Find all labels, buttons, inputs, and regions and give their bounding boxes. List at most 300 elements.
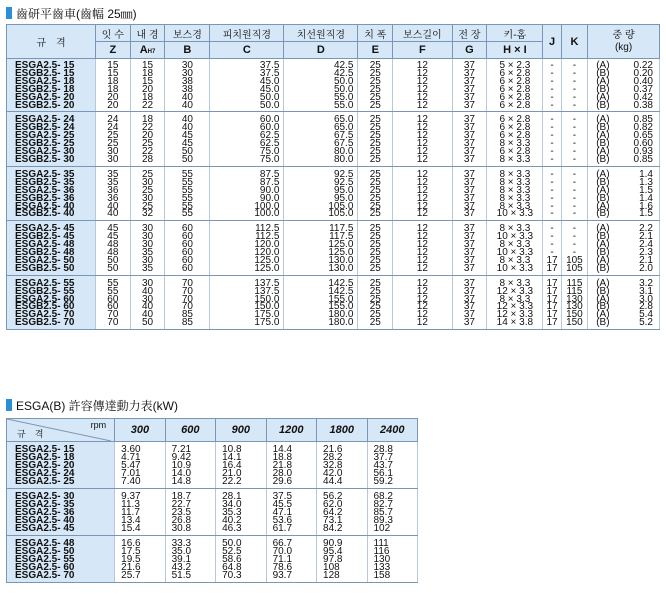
weight-value: 1.6	[639, 200, 653, 212]
teeth-col-value: 35	[107, 176, 119, 188]
boss-length-col-value: 12	[416, 122, 428, 134]
boss-length-col-value: 12	[416, 168, 428, 180]
boss-length-col-value: 12	[416, 138, 428, 150]
tip-dia-col-value: 142.5	[328, 285, 354, 297]
pitch-dia-col-value: 120.0	[254, 247, 280, 259]
keyway-col	[487, 59, 543, 112]
pitch-dia-col	[210, 59, 284, 112]
model-name-cell	[7, 442, 115, 489]
boss-length-col	[393, 112, 453, 166]
model-name-cell-value: ESGB2.5- 15	[15, 67, 75, 79]
weight-value: 0.60	[633, 138, 653, 150]
power-col-value: 28.2	[323, 452, 343, 463]
pitch-dia-col	[210, 112, 284, 166]
boss-dia-col-value: 30	[181, 67, 193, 79]
power-col-value: 58.6	[222, 554, 242, 565]
total-length-col-value: 37	[463, 285, 475, 297]
keyway-col-value: 8 × 3.3	[499, 168, 531, 180]
type-tag: (B)	[596, 247, 610, 259]
power-col-value: 64.8	[222, 562, 242, 573]
weight-value: 0.85	[633, 114, 653, 126]
header-j: J	[543, 25, 561, 59]
face-width-col-value: 25	[369, 309, 381, 321]
boss-length-col-value: 12	[416, 192, 428, 204]
power-col-value: 28.8	[373, 444, 393, 455]
header-pitch-dia: 피치원직경	[210, 25, 284, 42]
tip-dia-col-value: 142.5	[328, 277, 354, 289]
header-boss-length: 보스길이	[393, 25, 453, 42]
teeth-col	[96, 221, 131, 275]
teeth-col-value: 70	[107, 309, 119, 321]
total-length-col-value: 37	[463, 114, 475, 126]
model-name-cell-value: ESGA2.5- 50	[15, 254, 75, 266]
k-col-value: -	[572, 122, 577, 134]
j-col	[543, 221, 561, 275]
header-boss-dia: 보스경	[165, 25, 210, 42]
rpm-label: rpm	[90, 420, 107, 430]
power-col-value: 7.40	[121, 476, 141, 487]
keyway-col-value: 12 × 3.3	[496, 285, 534, 297]
model-name-cell-value: ESGA2.5- 45	[15, 223, 75, 235]
teeth-col	[96, 112, 131, 166]
power-col-value: 21.8	[272, 460, 293, 471]
bore-col-value: 35	[141, 247, 154, 259]
face-width-col-value: 25	[369, 200, 381, 212]
bore-col-value: 18	[141, 67, 154, 79]
weight-value: 2.0	[639, 262, 653, 274]
total-length-col-value: 37	[463, 99, 475, 111]
power-header-row	[7, 419, 418, 442]
tip-dia-col-value: 95.0	[333, 192, 354, 204]
tip-dia-col	[284, 59, 358, 112]
power-col-value: 22.7	[171, 499, 192, 510]
power-col	[367, 536, 418, 583]
power-col-value: 37.7	[373, 452, 393, 463]
model-name-cell-value: ESGB2.5- 70	[15, 317, 75, 329]
boss-dia-col-value: 85	[181, 309, 193, 321]
type-tag: (A)	[596, 277, 610, 289]
pitch-dia-col-value: 75.0	[259, 153, 280, 165]
power-col-value: 59.2	[373, 476, 393, 487]
bore-col-value: 25	[141, 138, 154, 150]
k-col-value: -	[572, 114, 577, 126]
model-name-cell-value: ESGA2.5- 18	[15, 75, 75, 87]
total-length-col-value: 37	[463, 301, 475, 313]
power-col-value: 35.3	[222, 507, 242, 518]
total-length-col-value: 37	[463, 138, 475, 150]
power-col-value: 9.42	[171, 452, 192, 463]
type-tag: (A)	[596, 146, 610, 158]
power-col	[266, 489, 316, 536]
power-col-value: 25.7	[121, 570, 141, 581]
k-col-value: -	[572, 67, 577, 79]
bore-col-value: 30	[141, 176, 154, 188]
pitch-dia-col-value: 50.0	[259, 99, 280, 111]
weight-value: 2.1	[639, 254, 653, 266]
power-col-value: 102	[373, 523, 391, 534]
teeth-col-value: 36	[107, 184, 119, 196]
model-name-cell-value: ESGA2.5- 36	[15, 184, 75, 196]
power-group-row	[7, 442, 418, 489]
weight-value: 5.4	[639, 309, 653, 321]
power-col-value: 28.0	[272, 468, 293, 479]
total-length-col	[452, 221, 487, 275]
pitch-dia-col-value: 90.0	[259, 184, 280, 196]
teeth-col-value: 60	[107, 301, 119, 313]
power-col-value: 108	[323, 562, 340, 573]
power-col	[216, 536, 266, 583]
face-width-col-value: 25	[369, 122, 381, 134]
j-col-value: 17	[546, 301, 558, 313]
boss-dia-col-value: 60	[181, 254, 193, 266]
tip-dia-col-value: 180.0	[328, 317, 354, 329]
pitch-dia-col-value: 45.0	[259, 83, 280, 95]
k-col-value: 105	[566, 254, 583, 266]
boss-length-col-value: 12	[416, 309, 428, 321]
boss-length-col-value: 12	[416, 153, 428, 165]
power-col-value: 14.8	[171, 476, 192, 487]
weight-value: 5.2	[639, 317, 653, 329]
power-col-value: 116	[373, 546, 390, 557]
power-col-value: 32.8	[323, 460, 343, 471]
weight-col	[588, 166, 660, 220]
k-col-value: -	[572, 60, 577, 71]
boss-dia-col-value: 55	[181, 208, 193, 220]
model-name-cell-value: ESGB2.5- 45	[15, 231, 75, 243]
teeth-col-value: 18	[107, 75, 119, 87]
total-length-col-value: 37	[463, 83, 475, 95]
pitch-dia-col-value: 100.0	[254, 208, 280, 220]
section2-title	[6, 398, 178, 412]
type-tag: (B)	[596, 153, 610, 165]
total-length-col-value: 37	[463, 176, 475, 188]
j-col-value: 17	[546, 254, 558, 266]
face-width-col	[358, 166, 393, 220]
face-width-col-value: 25	[369, 254, 381, 266]
power-col-value: 26.8	[171, 515, 192, 526]
teeth-col-value: 35	[107, 168, 119, 180]
letter-b: B	[165, 42, 210, 59]
power-col-value: 45.5	[272, 499, 293, 510]
section2-title-text: ESGA(B) 許容傳達動力表(kW)	[16, 398, 178, 413]
model-name-cell-value: ESGA2.5- 25	[15, 476, 75, 487]
pitch-dia-col-value: 87.5	[259, 176, 280, 188]
pitch-dia-col-value: 45.0	[259, 75, 280, 87]
letter-hi: H × I	[487, 42, 543, 59]
model-name-cell-value: ESGA2.5- 70	[15, 570, 75, 581]
model-name-cell-value: ESGB2.5- 48	[15, 247, 75, 259]
teeth-col-value: 48	[107, 239, 119, 251]
boss-dia-col	[165, 59, 210, 112]
letter-c: C	[210, 42, 284, 59]
pitch-dia-col-value: 125.0	[254, 262, 280, 274]
pitch-dia-col-value: 87.5	[259, 168, 280, 180]
teeth-col	[96, 275, 131, 329]
power-col-value: 66.7	[272, 538, 293, 549]
face-width-col-value: 25	[369, 99, 381, 111]
total-length-col	[452, 166, 487, 220]
pitch-dia-col-value: 37.5	[259, 60, 280, 71]
power-col-value: 28.1	[222, 491, 242, 502]
boss-length-col-value: 12	[416, 317, 428, 329]
boss-dia-col-value: 40	[181, 114, 193, 126]
k-col-value: -	[572, 239, 577, 251]
letter-a: AH7	[130, 42, 165, 59]
k-col-value: -	[572, 91, 577, 103]
total-length-col-value: 37	[463, 262, 475, 274]
total-length-col-value: 37	[463, 153, 475, 165]
power-col-value: 35.0	[171, 546, 192, 557]
boss-length-col-value: 12	[416, 247, 428, 259]
bore-col-value: 22	[141, 99, 154, 111]
bore-col-value: 30	[141, 231, 154, 243]
power-col	[115, 489, 165, 536]
boss-length-col	[393, 275, 453, 329]
tip-dia-col-value: 92.5	[333, 176, 354, 188]
k-col-value: -	[572, 200, 577, 212]
power-col-value: 16.6	[121, 538, 141, 549]
power-col	[317, 536, 367, 583]
pitch-dia-col-value: 137.5	[254, 285, 280, 297]
power-col-value: 10.9	[171, 460, 192, 471]
keyway-col-value: 6 × 2.8	[499, 75, 531, 87]
teeth-col-value: 40	[107, 208, 119, 220]
bore-col	[130, 275, 165, 329]
bore-col	[130, 166, 165, 220]
boss-length-col-value: 12	[416, 67, 428, 79]
teeth-col-value: 48	[107, 247, 119, 259]
spec-group-row	[7, 166, 660, 220]
header-weight: 중 량 (kg)	[588, 25, 660, 59]
tip-dia-col-value: 130.0	[328, 262, 354, 274]
power-col-value: 21.6	[121, 562, 141, 573]
teeth-col-value: 15	[107, 67, 119, 79]
j-col-value: -	[550, 247, 554, 259]
boss-length-col-value: 12	[416, 231, 428, 243]
keyway-col-value: 10 × 3.3	[496, 231, 534, 243]
power-col-value: 11.7	[121, 507, 140, 518]
tip-dia-col-value: 50.0	[333, 75, 354, 87]
weight-value: 0.38	[633, 99, 653, 111]
bore-col-value: 15	[141, 60, 154, 71]
power-col-value: 47.1	[272, 507, 293, 518]
k-col	[561, 112, 588, 166]
boss-dia-col-value: 40	[181, 122, 193, 134]
total-length-col-value: 37	[463, 223, 475, 235]
boss-length-col	[393, 59, 453, 112]
boss-dia-col-value: 55	[181, 168, 193, 180]
bore-col-value: 25	[141, 184, 154, 196]
type-tag: (B)	[596, 317, 610, 329]
boss-dia-col-value: 40	[181, 99, 193, 111]
face-width-col-value: 25	[369, 60, 381, 71]
weight-value: 0.22	[633, 60, 653, 71]
total-length-col-value: 37	[463, 130, 475, 142]
total-length-col-value: 37	[463, 309, 475, 321]
k-col	[561, 221, 588, 275]
model-name-cell-value: ESGA2.5- 48	[15, 239, 75, 251]
keyway-col-value: 14 × 3.8	[496, 317, 534, 329]
power-col-value: 46.3	[222, 523, 242, 534]
power-col-value: 37.5	[272, 491, 293, 502]
boss-length-col-value: 12	[416, 60, 428, 71]
pitch-dia-col-value: 100.0	[254, 200, 280, 212]
k-col-value: -	[572, 231, 577, 243]
weight-value: 2.8	[639, 301, 653, 313]
type-tag: (B)	[596, 138, 610, 150]
boss-dia-col-value: 60	[181, 231, 193, 243]
power-col-value: 15.4	[121, 523, 141, 534]
boss-dia-col-value: 55	[181, 192, 193, 204]
power-col-value: 84.2	[323, 523, 343, 534]
j-col-value: -	[550, 130, 554, 142]
power-col-value: 10.8	[222, 444, 242, 455]
rpm-corner-header	[7, 419, 115, 442]
section-marker-icon	[6, 399, 12, 411]
power-col	[165, 536, 215, 583]
power-col-value: 130	[373, 554, 391, 565]
model-name-cell-value: ESGB2.5- 25	[15, 138, 75, 150]
model-name-cell-value: ESGB2.5- 35	[15, 176, 75, 188]
bore-col-value: 40	[141, 309, 154, 321]
total-length-col-value: 37	[463, 184, 475, 196]
total-length-col-value: 37	[463, 146, 475, 158]
type-tag: (B)	[596, 262, 610, 274]
keyway-col-value: 8 × 3.3	[499, 239, 531, 251]
face-width-col-value: 25	[369, 192, 381, 204]
j-col-value: -	[550, 200, 554, 212]
model-name-cell-value: ESGA2.5- 35	[15, 168, 75, 180]
weight-value: 3.0	[639, 293, 653, 305]
tip-dia-col-value: 125.0	[328, 247, 354, 259]
total-length-col-value: 37	[463, 247, 475, 259]
model-name-cell	[7, 112, 96, 166]
model-name-cell-value: ESGB2.5- 40	[15, 208, 75, 220]
j-col-value: -	[550, 176, 554, 188]
pitch-dia-col-value: 125.0	[254, 254, 280, 266]
power-col-value: 21.6	[323, 444, 343, 455]
power-col-value: 82.7	[373, 499, 393, 510]
boss-length-col-value: 12	[416, 301, 428, 313]
boss-length-col	[393, 166, 453, 220]
face-width-col-value: 25	[369, 168, 381, 180]
keyway-col-value: 8 × 3.3	[499, 138, 531, 150]
k-col-value: 115	[566, 277, 583, 289]
type-tag: (B)	[596, 301, 610, 313]
model-name-cell-value: ESGA2.5- 20	[15, 91, 75, 103]
boss-dia-col-value: 55	[181, 176, 193, 188]
model-name-cell-value: ESGA2.5- 55	[15, 277, 75, 289]
k-col-value: 130	[566, 301, 583, 313]
power-col-value: 7.21	[171, 444, 192, 455]
face-width-col	[358, 221, 393, 275]
keyway-col-value: 10 × 3.3	[496, 262, 534, 274]
pitch-dia-col-value: 150.0	[254, 301, 280, 313]
model-name-cell-value: ESGB2.5- 18	[15, 83, 75, 95]
power-col-value: 43.2	[171, 562, 192, 573]
bore-col-value: 30	[141, 192, 154, 204]
power-col-value: 78.6	[272, 562, 293, 573]
power-col-value: 40.2	[222, 515, 242, 526]
spec-group-row	[7, 275, 660, 329]
j-col-value: -	[550, 168, 554, 180]
model-name-cell-value: ESGA2.5- 30	[15, 146, 75, 158]
tip-dia-col-value: 80.0	[333, 146, 354, 158]
k-col-value: -	[572, 83, 577, 95]
power-col-value: 43.7	[373, 460, 393, 471]
k-col-value: 115	[566, 285, 583, 297]
model-name-cell-value: ESGA2.5- 50	[15, 546, 75, 557]
bore-col-value: 22	[141, 146, 154, 158]
boss-dia-col	[165, 275, 210, 329]
bore-col-value: 30	[141, 223, 154, 235]
type-tag: (B)	[596, 231, 610, 243]
power-col-value: 90.9	[323, 538, 343, 549]
weight-value: 2.1	[639, 231, 653, 243]
boss-length-col-value: 12	[416, 277, 428, 289]
teeth-col-value: 18	[107, 83, 119, 95]
j-col-value: -	[550, 114, 554, 126]
total-length-col-value: 37	[463, 293, 475, 305]
power-col-value: 70.0	[272, 546, 293, 557]
letter-d: D	[284, 42, 358, 59]
boss-length-col-value: 12	[416, 285, 428, 297]
j-col-value: 17	[546, 277, 558, 289]
type-tag: (B)	[596, 208, 610, 220]
tip-dia-col-value: 55.0	[333, 99, 354, 111]
k-col-value: -	[572, 208, 577, 220]
power-group-row	[7, 536, 418, 583]
tip-dia-col-value: 95.0	[333, 184, 354, 196]
weight-value: 2.4	[639, 239, 653, 251]
weight-value: 0.65	[633, 130, 653, 142]
face-width-col	[358, 275, 393, 329]
keyway-col-value: 8 × 3.3	[499, 176, 531, 188]
spec-group-row	[7, 59, 660, 112]
tip-dia-col-value: 80.0	[333, 153, 354, 165]
model-name-cell-value: ESGB2.5- 36	[15, 192, 75, 204]
boss-length-col-value: 12	[416, 114, 428, 126]
weight-entry	[588, 99, 659, 111]
k-col-value: -	[572, 223, 577, 235]
rpm-2400: 2400	[367, 419, 418, 442]
keyway-col-value: 12 × 3.3	[496, 309, 534, 321]
power-col-value: 22.2	[222, 476, 242, 487]
face-width-col-value: 25	[369, 75, 381, 87]
j-col-value: 17	[546, 293, 558, 305]
face-width-col-value: 25	[369, 138, 381, 150]
spec-table	[6, 24, 660, 330]
model-name-cell	[7, 59, 96, 112]
keyway-col-value: 8 × 3.3	[499, 200, 531, 212]
k-col-value: -	[572, 99, 577, 111]
face-width-col-value: 25	[369, 184, 381, 196]
model-name-cell-value: ESGB2.5- 60	[15, 301, 75, 313]
total-length-col-value: 37	[463, 192, 475, 204]
model-name-cell-value: ESGA2.5- 24	[15, 468, 75, 479]
rpm-1800: 1800	[317, 419, 367, 442]
weight-value: 0.85	[633, 153, 653, 165]
power-col-value: 158	[373, 570, 391, 581]
j-col-value: -	[550, 75, 554, 87]
power-col	[216, 442, 266, 489]
model-name-cell-value: ESGA2.5- 20	[15, 460, 75, 471]
boss-dia-col-value: 38	[181, 75, 193, 87]
total-length-col-value: 37	[463, 200, 475, 212]
k-col-value: -	[572, 168, 577, 180]
type-tag: (B)	[596, 285, 610, 297]
pitch-dia-col-value: 60.0	[259, 122, 280, 134]
